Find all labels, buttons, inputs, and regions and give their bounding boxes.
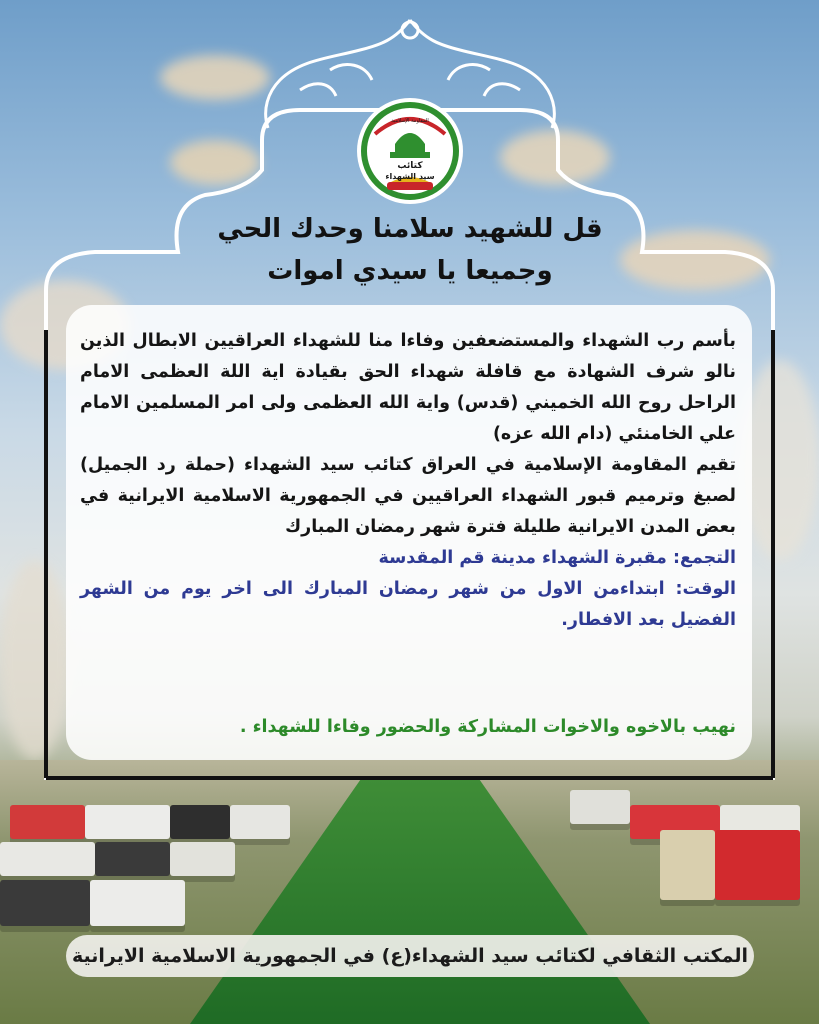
brigade-emblem	[355, 96, 465, 206]
announcement-body	[80, 326, 736, 636]
event-time: الوقت: ابتداءمن الاول من شهر رمضان المبارك الى اخر يوم من الشهر الفضيل بعد الافطار.	[80, 579, 736, 630]
paragraph-dedication: بأسم رب الشهداء والمستضعفين وفاءا منا للشهداء العراقيين الابطال الذين نالو شرف الشهادة مع قافلة شهداء الحق بقيادة اية اللة العظمى الامام الراحل روح الله الخميني (قدس) واية الله العظمى ولى امر المسلمين الامام علي الخامنئي (دام الله عزه)	[80, 331, 736, 444]
heading-line-2: وجميعا يا سيدي اموات	[267, 256, 553, 286]
gathering-location: التجمع: مقبرة الشهداء مدينة قم المقدسة	[378, 548, 736, 568]
svg-text:المقاومة الإسلامية: المقاومة الإسلامية	[391, 118, 429, 124]
closing-appeal: نهيب بالاخوه والاخوات المشاركة والحضور وفاءا للشهداء .	[239, 717, 736, 737]
svg-text:كتائب: كتائب	[397, 161, 423, 171]
paragraph-campaign: تقيم المقاومة الإسلامية في العراق كتائب سيد الشهداء (حملة رد الجميل) لصبغ وترميم قبور الشهداء العراقيين في الجمهورية الاسلامية الايرانية في بعض المدن الايرانية طليلة فترة شهر رمضان المبارك	[80, 455, 736, 537]
footer-office: المكتب الثقافي لكتائب سيد الشهداء(ع) في الجمهورية الاسلامية الايرانية	[66, 935, 754, 977]
heading-line-1: قل للشهيد سلامنا وحدك الحي	[217, 214, 603, 244]
svg-text:سيد الشهداء: سيد الشهداء	[385, 172, 435, 181]
